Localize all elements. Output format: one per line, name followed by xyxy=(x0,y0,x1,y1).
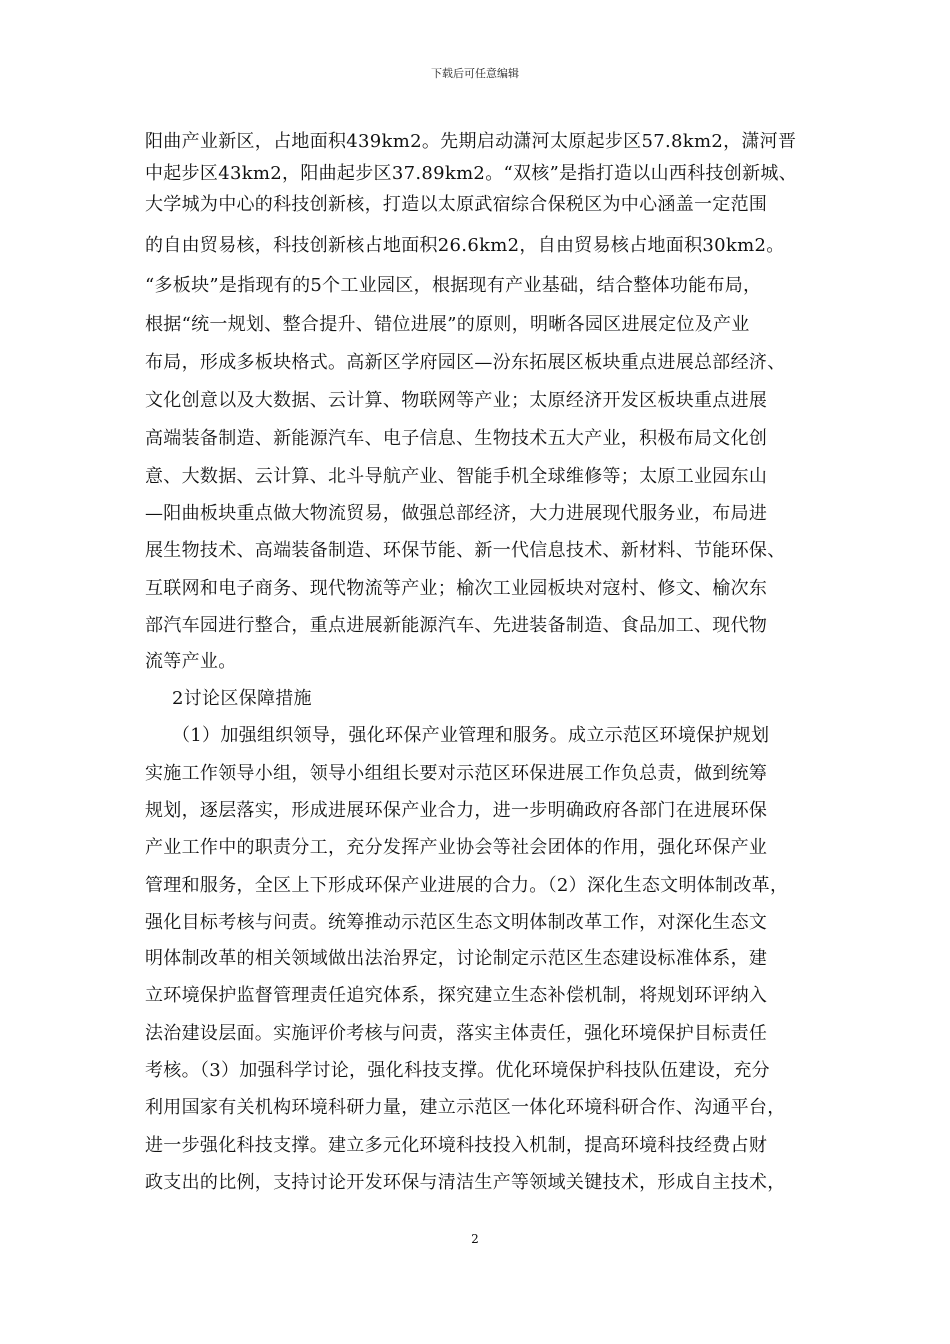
body-line: 互联网和电子商务、现代物流等产业；榆次工业园板块对寇村、修文、榆次东 xyxy=(145,578,768,599)
body-line: 根据“统一规划、整合提升、错位进展”的原则，明晰各园区进展定位及产业 xyxy=(145,314,750,335)
body-line: 考核。（3）加强科学讨论，强化科技支撑。优化环境保护科技队伍建设，充分 xyxy=(145,1060,770,1081)
body-line: 明体制改革的相关领域做出法治界定，讨论制定示范区生态建设标准体系，建 xyxy=(145,948,768,969)
body-line: 流等产业。 xyxy=(145,651,237,672)
body-line: 部汽车园进行整合，重点进展新能源汽车、先进装备制造、食品加工、现代物 xyxy=(145,615,768,636)
body-line: 展生物技术、高端装备制造、环保节能、新一代信息技术、新材料、节能环保、 xyxy=(145,540,786,561)
body-line: （1）加强组织领导，强化环保产业管理和服务。成立示范区环境保护规划 xyxy=(172,725,770,746)
page-number: 2 xyxy=(471,1232,479,1246)
body-line: 实施工作领导小组，领导小组组长要对示范区环保进展工作负总责，做到统筹 xyxy=(145,763,768,784)
body-line: 强化目标考核与问责。统筹推动示范区生态文明体制改革工作，对深化生态文 xyxy=(145,912,768,933)
body-line: 阳曲产业新区，占地面积439km2。先期启动潇河太原起步区57.8km2，潇河晋 xyxy=(145,131,797,152)
body-line: 文化创意以及大数据、云计算、物联网等产业；太原经济开发区板块重点进展 xyxy=(145,390,768,411)
page-header: 下载后可任意编辑 xyxy=(431,67,519,80)
body-line: 大学城为中心的科技创新核，打造以太原武宿综合保税区为中心涵盖一定范围 xyxy=(145,194,768,215)
body-line: 布局，形成多板块格式。高新区学府园区—汾东拓展区板块重点进展总部经济、 xyxy=(145,352,786,373)
body-line: 立环境保护监督管理责任追究体系，探究建立生态补偿机制，将规划环评纳入 xyxy=(145,985,768,1006)
body-line: 政支出的比例，支持讨论开发环保与清洁生产等领域关键技术，形成自主技术， xyxy=(145,1172,786,1193)
body-line: 规划，逐层落实，形成进展环保产业合力，进一步明确政府各部门在进展环保 xyxy=(145,800,768,821)
section-heading: 2讨论区保障措施 xyxy=(172,688,312,709)
body-line: —阳曲板块重点做大物流贸易，做强总部经济，大力进展现代服务业，布局进 xyxy=(145,503,768,524)
body-line: “多板块”是指现有的5个工业园区，根据现有产业基础，结合整体功能布局， xyxy=(145,275,762,296)
body-line: 管理和服务，全区上下形成环保产业进展的合力。（2）深化生态文明体制改革， xyxy=(145,875,789,896)
body-line: 法治建设层面。实施评价考核与问责，落实主体责任，强化环境保护目标责任 xyxy=(145,1023,768,1044)
body-line: 的自由贸易核，科技创新核占地面积26.6km2，自由贸易核占地面积30km2。 xyxy=(145,235,785,256)
body-line: 高端装备制造、新能源汽车、电子信息、生物技术五大产业，积极布局文化创 xyxy=(145,428,768,449)
body-line: 进一步强化科技支撑。建立多元化环境科技投入机制，提高环境科技经费占财 xyxy=(145,1135,768,1156)
body-line: 利用国家有关机构环境科研力量，建立示范区一体化环境科研合作、沟通平台， xyxy=(145,1097,786,1118)
body-line: 产业工作中的职责分工，充分发挥产业协会等社会团体的作用，强化环保产业 xyxy=(145,837,768,858)
body-line: 中起步区43km2，阳曲起步区37.89km2。“双核”是指打造以山西科技创新城、 xyxy=(145,163,797,184)
body-line: 意、大数据、云计算、北斗导航产业、智能手机全球维修等；太原工业园东山 xyxy=(145,466,768,487)
